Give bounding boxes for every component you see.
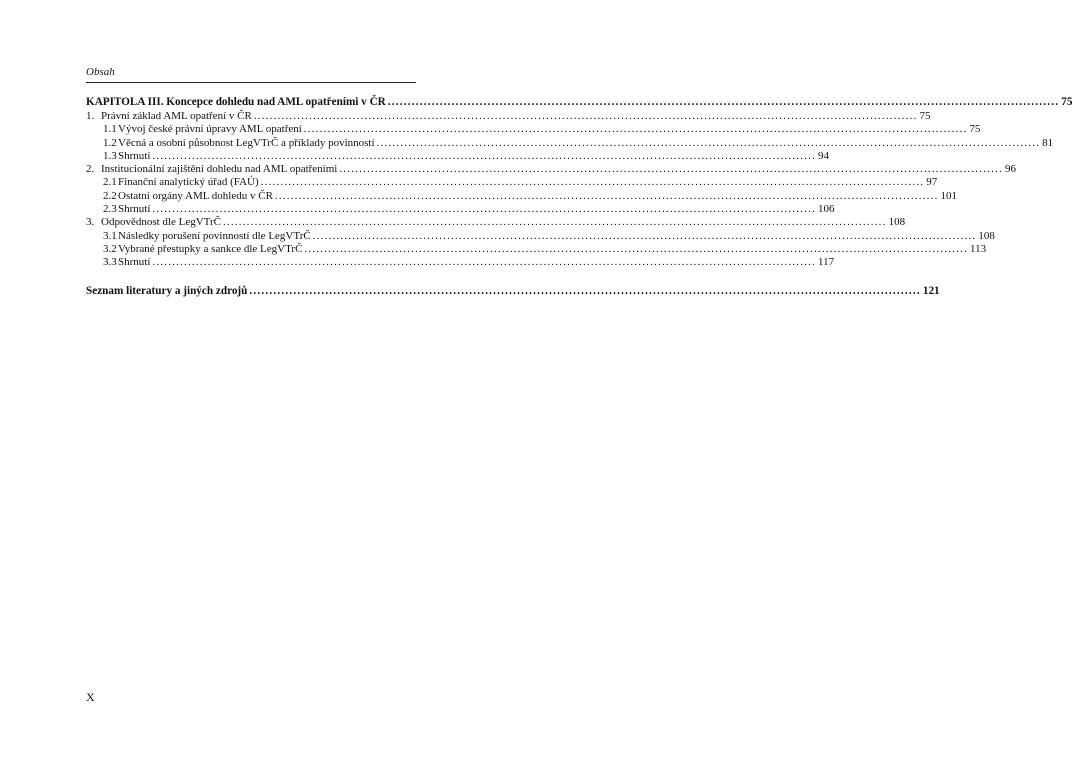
toc-entry-number: 1.: [86, 110, 95, 122]
toc-subentry: [86, 229, 995, 243]
page-number: X: [86, 690, 95, 704]
toc-leader-dots: [275, 190, 939, 203]
toc-entry-page: 75: [919, 110, 931, 122]
toc-entry: [86, 110, 931, 123]
toc-entry-number: 1.1: [103, 123, 117, 136]
toc-bibliography-title: Seznam literatury a jiných zdrojů: [86, 284, 248, 297]
toc-entry-page: 75: [969, 123, 981, 136]
toc-leader-dots: [249, 284, 920, 299]
toc-entry-number: 2.3: [103, 203, 117, 216]
toc-entry-number: 2.1: [103, 176, 117, 189]
toc-entry-number: 3.1: [103, 229, 117, 242]
toc-subentry: [86, 189, 958, 203]
toc-entry-page: 117: [818, 256, 835, 269]
toc-spacer: [86, 270, 417, 284]
toc-entry-title: Ostatní orgány AML dohledu v ČR: [118, 189, 273, 202]
toc-entry: [86, 163, 1016, 176]
toc-entry-title: Finanční analytický úřad (FAÚ): [118, 176, 259, 189]
toc-leader-dots: [388, 95, 1059, 110]
toc-entry-title: Vývoj české právní úpravy AML opatření: [118, 123, 302, 136]
toc-leader-dots: [377, 137, 1041, 150]
toc-subentry: [86, 123, 981, 136]
toc-leader-dots: [254, 110, 918, 123]
toc-bibliography: [86, 284, 940, 299]
toc-entry-number: 2.2: [103, 189, 117, 202]
toc-entry-page: 108: [888, 216, 906, 229]
toc-entry-title: Shrnutí: [118, 149, 151, 162]
table-of-contents: [86, 95, 1072, 299]
toc-entry-page: 113: [970, 242, 987, 255]
toc-leader-dots: [313, 230, 977, 243]
toc-entry-title: Věcná a osobní působnost LegVTrČ a příklady povinností: [118, 136, 375, 149]
toc-entry-page: 81: [1042, 136, 1054, 149]
toc-leader-dots: [152, 256, 816, 269]
toc-chapter-heading: [86, 95, 1072, 110]
toc-leader-dots: [339, 163, 1003, 176]
toc-leader-dots: [304, 243, 968, 256]
toc-entry-page: 94: [818, 149, 830, 162]
toc-entry-title: Institucionální zajištění dohledu nad AML opatřeními: [101, 163, 338, 176]
toc-subentry: [86, 136, 1054, 150]
toc-chapter-page: 75: [1061, 96, 1072, 108]
toc-subentry: [86, 242, 987, 256]
toc-leader-dots: [261, 176, 925, 189]
toc-entry-page: 108: [978, 229, 995, 242]
toc-entry-page: 106: [818, 203, 835, 216]
toc-chapter-title: KAPITOLA III. Koncepce dohledu nad AML opatřeními v ČR: [86, 96, 386, 108]
toc-entry-title: Následky porušení povinností dle LegVTrČ: [118, 229, 311, 242]
toc-entry-number: 1.3: [103, 149, 117, 162]
toc-entry-page: 97: [926, 176, 938, 189]
toc-bibliography-page: 121: [922, 284, 940, 297]
toc-entry-number: 2.: [86, 163, 95, 176]
toc-subentry: [86, 256, 835, 269]
toc-entry-page: 101: [940, 189, 958, 202]
toc-subentry: [86, 203, 835, 216]
running-header-title: Obsah: [86, 66, 115, 78]
toc-subentry: [86, 176, 938, 189]
toc-entry-title: Vybrané přestupky a sankce dle LegVTrČ: [118, 242, 303, 255]
toc-entry-title: Shrnutí: [118, 203, 151, 216]
toc-entry-page: 96: [1004, 163, 1016, 176]
toc-entry-title: Shrnutí: [118, 256, 151, 269]
toc-leader-dots: [304, 123, 968, 136]
toc-leader-dots: [152, 203, 816, 216]
toc-leader-dots: [223, 216, 887, 229]
toc-entry-title: Právní základ AML opatření v ČR: [101, 110, 252, 122]
toc-entry-number: 3.3: [103, 256, 117, 269]
header-rule: [86, 82, 416, 83]
toc-entry: [86, 216, 906, 229]
toc-entry-title: Odpovědnost dle LegVTrČ: [101, 216, 221, 229]
toc-entry-number: 3.: [86, 216, 95, 229]
toc-subentry: [86, 149, 830, 163]
toc-entry-number: 1.2: [103, 136, 117, 149]
toc-leader-dots: [152, 150, 816, 163]
toc-entry-number: 3.2: [103, 242, 117, 255]
